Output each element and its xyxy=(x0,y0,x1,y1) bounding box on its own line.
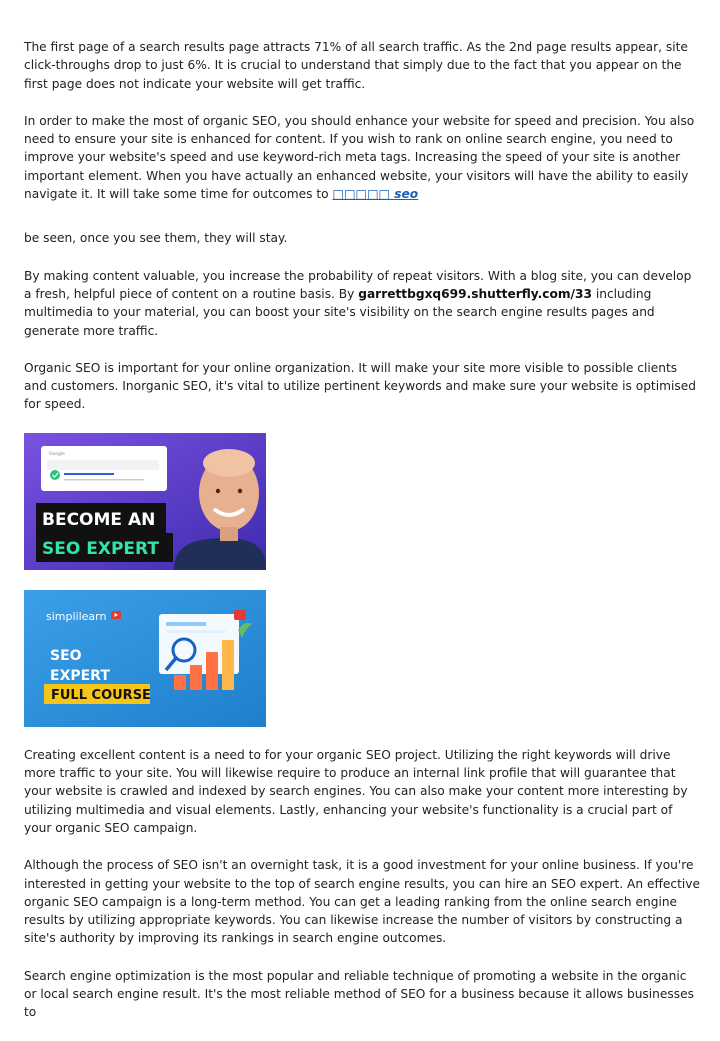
shutterfly-link[interactable]: garrettbgxq699.shutterfly.com/33 xyxy=(358,286,592,301)
paragraph-2-text: In order to make the most of organic SEO, you should enhance your website for speed and precision. You also need to ensure your site is enhanced for content. If you wish to rank on online search engine, you need to improve your website's speed and use keyword-rich meta tags. Increasing the speed of your site is another important element. When you have actually an enhanced website, your visitors will have the ability to easily navigate it. It will take some time for outcomes to xyxy=(24,113,695,202)
paragraph-3: be seen, once you see them, they will stay. xyxy=(24,231,288,246)
banner-line-1: BECOME AN xyxy=(42,509,156,530)
paragraph-1: The first page of a search results page attracts 71% of all search traffic. As the 2nd page results appear, site click-throughs drop to just 6%. It is crucial to understand that simply due to the fact that you appear on the first page does not indicate your website will get traffic. xyxy=(24,40,688,91)
paragraph-2 xyxy=(24,112,700,203)
brand-logo: simplilearn xyxy=(46,609,107,623)
banner-line-2: SEO EXPERT xyxy=(42,538,159,559)
title-banner xyxy=(36,503,173,562)
article-body xyxy=(24,38,700,1041)
search-card-label: Google xyxy=(49,451,65,457)
paragraph-6: Creating excellent content is a need to for your organic SEO project. Utilizing the right keywords will drive more traffic to your site. You will likewise require to produce an internal link profile that will guarantee that your website is crawled and indexed by search engines. You can also make your content more interesting by utilizing multimedia and visual elements. Lastly, enhancing your website's functionality is a crucial part of your organic SEO campaign. xyxy=(24,747,688,835)
seo-expert-image xyxy=(24,433,266,570)
course-line-1: SEO xyxy=(50,647,82,664)
course-line-3: FULL COURSE xyxy=(51,687,151,703)
search-card xyxy=(41,446,167,491)
course-line-2: EXPERT xyxy=(50,667,110,684)
seo-link[interactable]: □□□□□ seo xyxy=(332,187,419,202)
seo-course-image xyxy=(24,590,266,727)
paragraph-8: Search engine optimization is the most popular and reliable technique of promoting a website in the organic or local search engine result. It's the most reliable method of SEO for a business because it allows businesses to xyxy=(24,968,694,1020)
seo-expert-thumbnail[interactable] xyxy=(24,433,700,570)
paragraph-4 xyxy=(24,267,700,340)
paragraph-7: Although the process of SEO isn't an overnight task, it is a good investment for your online business. If you're interested in getting your website to the top of search engine results, you can hire an SEO expert. An effective organic SEO campaign is a long-term method. You can get a leading ranking from the online search engine results by utilizing appropriate keywords. You can likewise increase the number of visitors by constructing a site's authority by improving its rankings in search engine outcomes. xyxy=(24,858,700,946)
paragraph-5: Organic SEO is important for your online organization. It will make your site more visible to possible clients and customers. Inorganic SEO, it's vital to utilize pertinent keywords and make sure your website is optimised for speed. xyxy=(24,360,696,412)
seo-course-thumbnail[interactable] xyxy=(24,590,700,727)
paragraph-4-text: By making content valuable, you increase the probability of repeat visitors. With a blog site, you can develop a fresh, helpful piece of content on a routine basis. By xyxy=(24,268,692,301)
paragraph-4-text-end: including multimedia to your material, you can boost your site's visibility on the search engine results pages and generate more traffic. xyxy=(24,286,655,338)
